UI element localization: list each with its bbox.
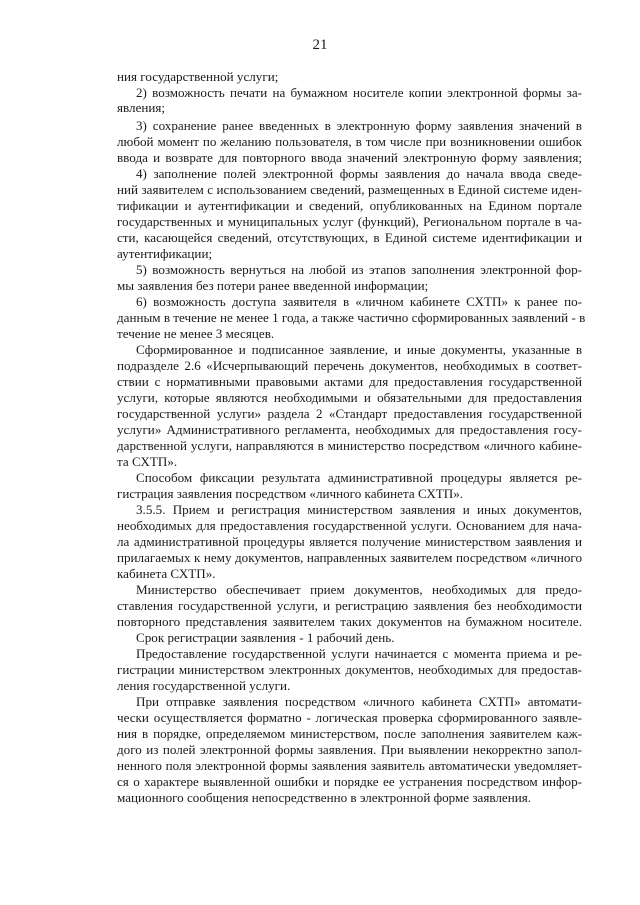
text-line: прилагаемых к нему документов, направленных заявителем посредством «личного bbox=[117, 550, 582, 565]
text-line: чески осуществляется форматно - логическая проверка сформированного заявле- bbox=[117, 710, 582, 725]
text-line: При отправке заявления посредством «личного кабинета СХТП» автомати- bbox=[136, 694, 582, 709]
text-line: та СХТП». bbox=[117, 454, 178, 469]
text-line: услуги, которые являются необходимыми и обязательными для предоставления bbox=[117, 390, 582, 405]
text-line: дого из полей электронной формы заявления. При выявлении некорректно запол- bbox=[117, 742, 582, 757]
text-line: Министерство обеспечивает прием документов, необходимых для предо- bbox=[136, 582, 582, 597]
text-line: 4) заполнение полей электронной формы заявления до начала ввода сведе- bbox=[136, 166, 582, 181]
text-line: явления; bbox=[117, 100, 166, 115]
text-line: ления государственной услуги. bbox=[117, 678, 291, 693]
text-line: сти, касающейся сведений, отсутствующих, в Единой системе идентификации и bbox=[117, 230, 582, 245]
text-line: гистрация заявления посредством «личного кабинета СХТП». bbox=[117, 486, 464, 501]
text-line: ния в порядке, определяемом министерством, после заполнения заявителем каж- bbox=[117, 726, 582, 741]
text-line: течение не менее 3 месяцев. bbox=[117, 326, 275, 341]
text-line: кабинета СХТП». bbox=[117, 566, 216, 581]
text-line: Способом фиксации результата административной процедуры является ре- bbox=[136, 470, 582, 485]
text-line: ния государственной услуги; bbox=[117, 69, 279, 84]
text-line: любой момент по желанию пользователя, в том числе при возникновении ошибок bbox=[117, 134, 582, 149]
text-line: тификации и аутентификации и сведений, опубликованных на Едином портале bbox=[117, 198, 582, 213]
text-line: 3.5.5. Прием и регистрация министерством заявления и иных документов, bbox=[136, 502, 582, 517]
text-line: ся о характере выявленной ошибки и порядке ее устранения посредством инфор- bbox=[117, 774, 582, 789]
text-line: ненного поля электронной формы заявления заявитель автоматически уведомляет- bbox=[117, 758, 582, 773]
text-line: Предоставление государственной услуги начинается с момента приема и ре- bbox=[136, 646, 582, 661]
text-line: мационного сообщения непосредственно в электронной форме заявления. bbox=[117, 790, 532, 805]
text-line: ставления государственной услуги, и регистрацию заявления без необходимости bbox=[117, 598, 582, 613]
text-line: услуги» Административного регламента, необходимых для предоставления госу- bbox=[117, 422, 582, 437]
text-line: необходимых для предоставления государственной услуги. Основанием для нача- bbox=[117, 518, 582, 533]
text-line: 3) сохранение ранее введенных в электронную форму заявления значений в bbox=[136, 118, 582, 133]
text-line: повторного представления заявителем таких документов на бумажном носителе. bbox=[117, 614, 582, 629]
page-number: 21 bbox=[312, 37, 328, 53]
text-line: ствии с нормативными правовыми актами для предоставления государственной bbox=[117, 374, 582, 389]
text-line: государственных и муниципальных услуг (функций), Региональном портале в ча- bbox=[117, 214, 582, 229]
text-line: подразделе 2.6 «Исчерпывающий перечень документов, необходимых в соответ- bbox=[117, 358, 582, 373]
text-line: 6) возможность доступа заявителя в «личном кабинете СХТП» к ранее по- bbox=[136, 294, 582, 309]
text-line: Сформированное и подписанное заявление, и иные документы, указанные в bbox=[136, 342, 582, 357]
text-line: ввода и возврате для повторного ввода значений электронную форму заявления; bbox=[117, 150, 582, 165]
text-line: государственной услуги» раздела 2 «Стандарт предоставления государственной bbox=[117, 406, 582, 421]
text-line: данным в течение не менее 1 года, а также частично сформированных заявлений - в bbox=[117, 310, 586, 325]
text-line: ла административной процедуры является получение министерством заявления и bbox=[117, 534, 582, 549]
text-line: 5) возможность вернуться на любой из этапов заполнения электронной фор- bbox=[136, 262, 582, 277]
text-line: 2) возможность печати на бумажном носителе копии электронной формы за- bbox=[136, 85, 582, 100]
text-line: мы заявления без потери ранее введенной информации; bbox=[117, 278, 429, 293]
text-line: гистрации министерством электронных документов, необходимых для предостав- bbox=[117, 662, 582, 677]
text-line: ний заявителем с использованием сведений, размещенных в Единой системе иден- bbox=[117, 182, 582, 197]
text-line: аутентификации; bbox=[117, 246, 213, 261]
text-line: дарственной услуги, направляются в министерство посредством «личного кабине- bbox=[117, 438, 582, 453]
text-line: Срок регистрации заявления - 1 рабочий день. bbox=[136, 630, 395, 645]
